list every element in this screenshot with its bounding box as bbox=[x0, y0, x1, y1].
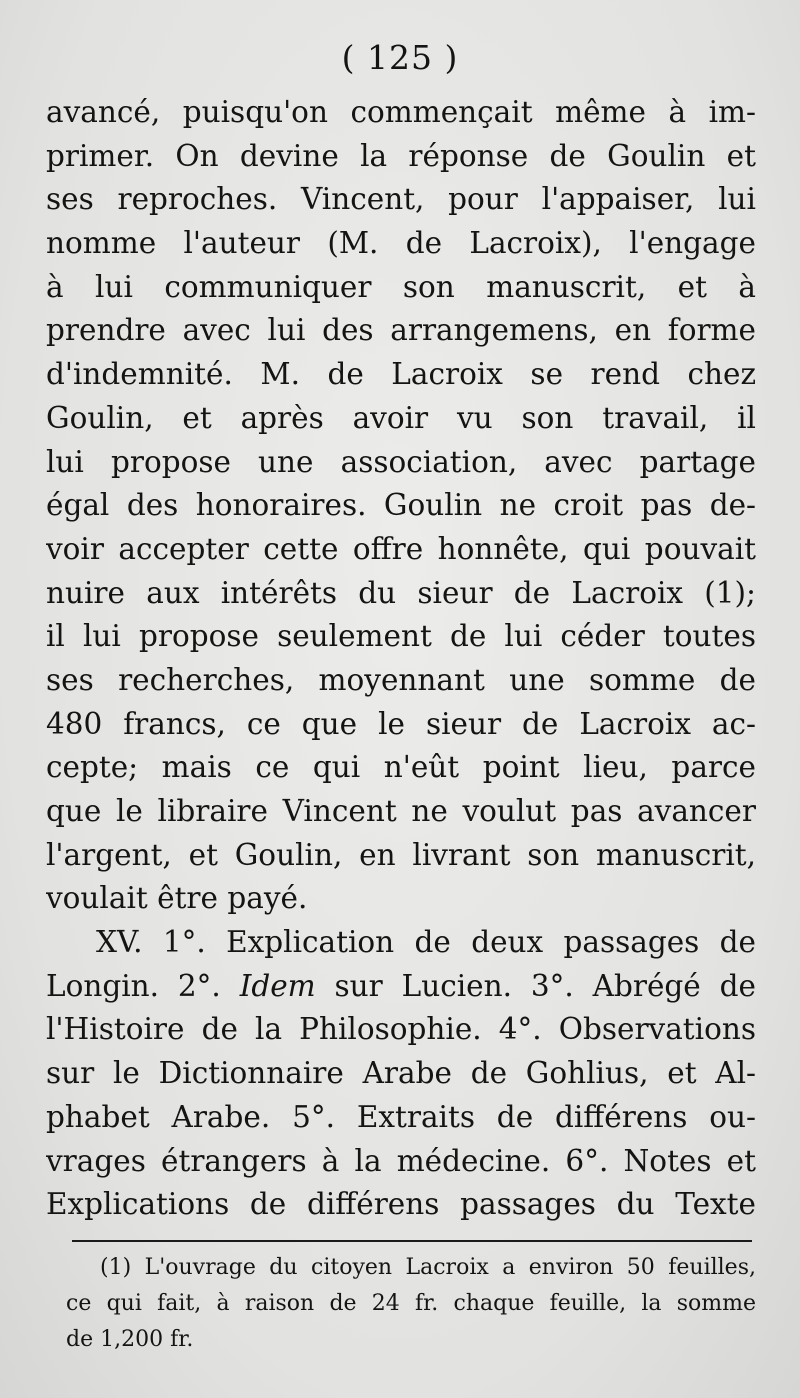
footnote bbox=[66, 1250, 756, 1358]
text-line: l'Histoire de la Philosophie. 4°. Observations bbox=[46, 1012, 756, 1047]
text-line: avancé, puisqu'on commençait même à im- bbox=[46, 95, 756, 129]
text-segment: sur Lucien. 3°. Abrégé de bbox=[334, 968, 756, 1003]
text-line: sur le Dictionnaire Arabe de Gohlius, et Al- bbox=[46, 1056, 756, 1091]
text-line: à lui communiquer son manuscrit, et à bbox=[46, 269, 756, 304]
main-text bbox=[46, 91, 756, 1227]
footnote-line: de 1,200 fr. bbox=[66, 1327, 194, 1352]
text-line: voir accepter cette offre honnête, qui pouvait bbox=[46, 531, 756, 566]
italic-word: Idem bbox=[239, 968, 316, 1003]
text-line: Explications de différens passages du Texte bbox=[46, 1187, 756, 1222]
section-heading-line: XV. 1°. Explication de deux passages de bbox=[96, 925, 756, 960]
text-line: nomme l'auteur (M. de Lacroix), l'engage bbox=[46, 226, 756, 261]
page-number: ( 125 ) bbox=[341, 38, 459, 77]
text-line: voulait être payé. bbox=[46, 881, 308, 916]
text-line: ses recherches, moyennant une somme de bbox=[46, 662, 756, 697]
text-line: ses reproches. Vincent, pour l'appaiser, lui bbox=[46, 182, 756, 217]
text-line: cepte; mais ce qui n'eût point lieu, parce bbox=[46, 750, 756, 785]
text-line: prendre avec lui des arrangemens, en forme bbox=[46, 313, 756, 348]
text-line: phabet Arabe. 5°. Extraits de différens ou- bbox=[46, 1099, 756, 1134]
footnote-line: (1) L'ouvrage du citoyen Lacroix a environ 50 feuilles, bbox=[100, 1255, 756, 1280]
text-line: d'indemnité. M. de Lacroix se rend chez bbox=[46, 357, 756, 392]
text-line: vrages étrangers à la médecine. 6°. Notes et bbox=[46, 1143, 756, 1178]
text-line: l'argent, et Goulin, en livrant son manuscrit, bbox=[46, 837, 756, 872]
text-line: égal des honoraires. Goulin ne croit pas de- bbox=[46, 488, 756, 523]
text-line: il lui propose seulement de lui céder toutes bbox=[46, 619, 756, 654]
text-line: nuire aux intérêts du sieur de Lacroix (1); bbox=[46, 575, 756, 610]
text-line: lui propose une association, avec partage bbox=[46, 444, 756, 479]
text-line: que le libraire Vincent ne voulut pas avancer bbox=[46, 794, 756, 828]
text-line: Goulin, et après avoir vu son travail, il bbox=[46, 400, 756, 435]
footnote-divider bbox=[72, 1240, 752, 1242]
text-line: primer. On devine la réponse de Goulin et bbox=[46, 138, 756, 173]
text-line: 480 francs, ce que le sieur de Lacroix ac- bbox=[46, 706, 756, 741]
footnote-line: ce qui fait, à raison de 24 fr. chaque feuille, la somme bbox=[66, 1291, 756, 1316]
text-segment: Longin. 2°. bbox=[46, 968, 221, 1003]
text-line bbox=[46, 965, 756, 1009]
